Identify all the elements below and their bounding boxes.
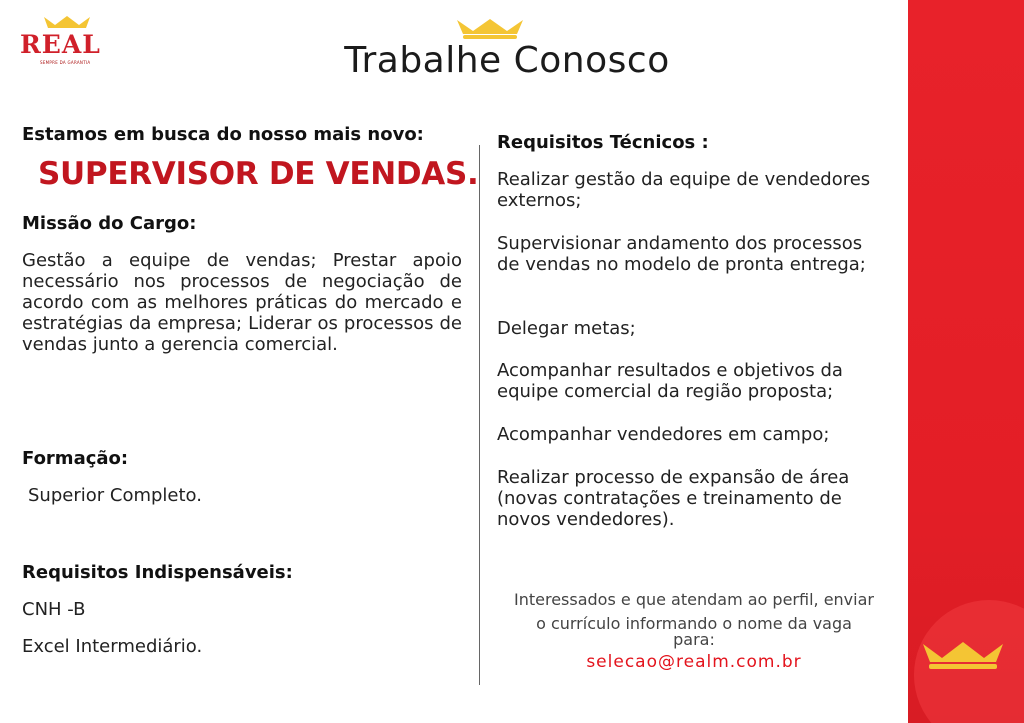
red-sidebar — [908, 0, 1024, 723]
logo-subtext: SEMPRE DA GARANTIA — [40, 60, 91, 65]
contact-line: Interessados e que atendam ao perfil, enviar — [514, 590, 874, 609]
mission-text: Gestão a equipe de vendas; Prestar apoio necessário nos processos de negociação de acordo com as melhores práticas do mercado e estratégias da empresa; Liderar os processos de vendas junto a gerencia comercial. — [22, 250, 462, 355]
requirement-item: CNH -B — [22, 599, 86, 620]
technical-item: Delegar metas; — [497, 318, 636, 339]
contact-line: o currículo informando o nome da vaga — [536, 614, 852, 633]
education-heading: Formação: — [22, 448, 129, 469]
email-link[interactable]: selecao@realm.com.br — [586, 652, 802, 672]
title-crown-icon — [455, 16, 525, 40]
technical-item: Realizar processo de expansão de área (novas contratações e treinamento de novos vendedores). — [497, 467, 850, 530]
technical-item: Realizar gestão da equipe de vendedores externos; — [497, 169, 871, 211]
position-title: SUPERVISOR DE VENDAS. — [38, 156, 479, 192]
crown-icon — [920, 638, 1006, 670]
mission-heading: Missão do Cargo: — [22, 213, 197, 234]
column-divider — [479, 145, 480, 685]
intro-text: Estamos em busca do nosso mais novo: — [22, 124, 424, 145]
contact-line: para: — [673, 630, 715, 649]
page-title: Trabalhe Conosco — [344, 40, 670, 81]
requirement-item: Excel Intermediário. — [22, 636, 203, 657]
technical-item: Supervisionar andamento dos processos de vendas no modelo de pronta entrega; — [497, 233, 866, 275]
education-text: Superior Completo. — [28, 485, 202, 506]
technical-heading: Requisitos Técnicos : — [497, 132, 709, 153]
logo-text: REAL — [20, 30, 101, 59]
technical-item: Acompanhar resultados e objetivos da equipe comercial da região proposta; — [497, 360, 843, 402]
requirements-heading: Requisitos Indispensáveis: — [22, 562, 293, 583]
technical-item: Acompanhar vendedores em campo; — [497, 424, 830, 445]
